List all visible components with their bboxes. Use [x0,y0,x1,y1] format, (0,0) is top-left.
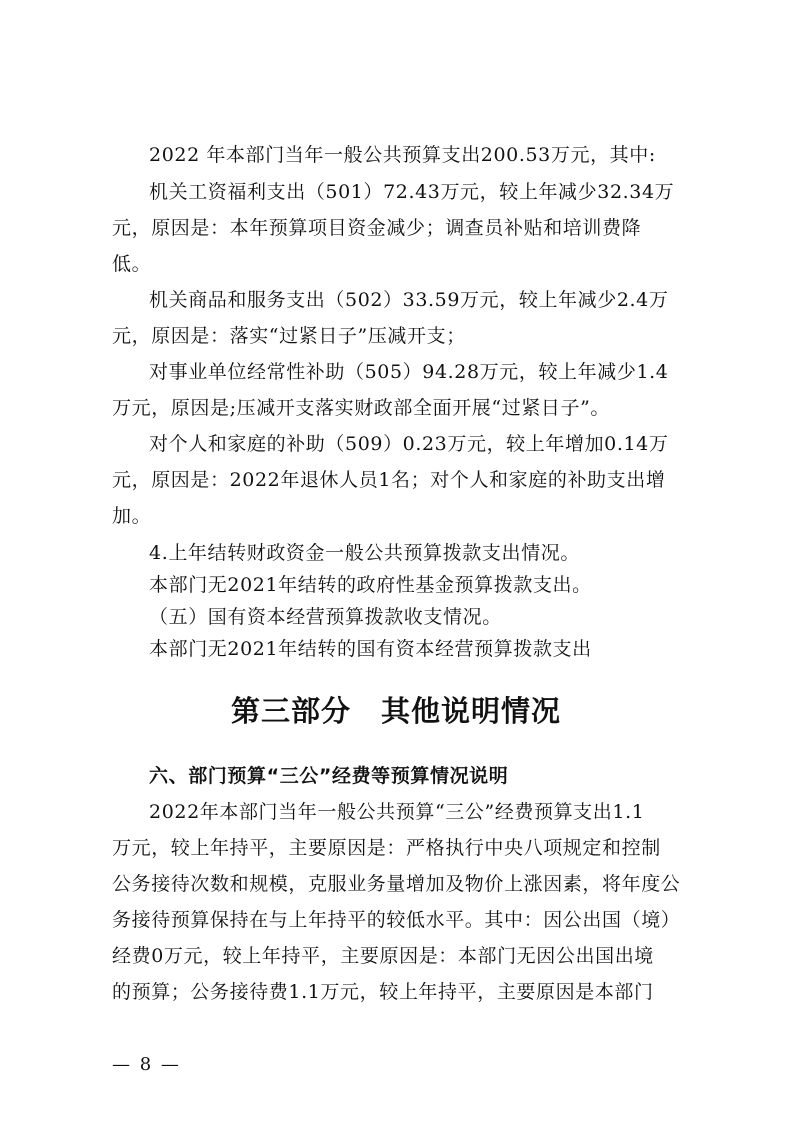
paragraph-line: 公务接待次数和规模，克服业务量增加及物价上涨因素，将年度公 [112,873,681,895]
paragraph-line: 2022年本部门当年一般公共预算“三公”经费预算支出1.1 [149,801,645,823]
paragraph-line: 本部门无2021年结转的政府性基金预算拨款支出。 [149,574,592,596]
paragraph-line: 务接待预算保持在与上年持平的较低水平。其中：因公出国（境） [112,909,681,931]
paragraph-line: 4.上年结转财政资金一般公共预算拨款支出情况。 [149,542,580,564]
paragraph-line: 元，原因是：本年预算项目资金减少；调查员补贴和培训费降 [112,217,642,239]
page-number: — 8 — [112,1054,181,1075]
paragraph-line: 2022 年本部门当年一般公共预算支出200.53万元，其中: [149,144,656,166]
paragraph-line: 低。 [112,253,152,275]
paragraph-line: 的预算；公务接待费1.1万元，较上年持平，主要原因是本部门 [112,981,654,1003]
subsection-heading: 六、部门预算“三公”经费等预算情况说明 [149,765,509,787]
paragraph-line: 元，原因是：落实“过紧日子”压减开支； [112,325,466,347]
paragraph-line: 元，原因是：2022年退休人员1名；对个人和家庭的补助支出增 [112,469,666,491]
paragraph-line: 机关工资福利支出（501）72.43万元，较上年减少32.34万 [149,181,675,203]
paragraph-line: 万元，较上年持平，主要原因是：严格执行中央八项规定和控制 [112,837,661,859]
paragraph-line: 万元，原因是;压减开支落实财政部全面开展“过紧日子”。 [112,397,611,419]
paragraph-line: 对个人和家庭的补助（509）0.23万元，较上年增加0.14万 [149,433,669,455]
paragraph-line: 对事业单位经常性补助（505）94.28万元，较上年减少1.4 [149,361,669,383]
paragraph-line: （五）国有资本经营预算拨款收支情况。 [149,606,502,628]
paragraph-line: 加。 [112,505,152,527]
paragraph-line: 本部门无2021年结转的国有资本经营预算拨款支出 [149,638,592,660]
paragraph-line: 经费0万元，较上年持平，主要原因是：本部门无因公出国出境 [112,945,654,967]
section-title: 第三部分 其他说明情况 [230,694,561,728]
paragraph-line: 机关商品和服务支出（502）33.59万元，较上年减少2.4万 [149,289,669,311]
